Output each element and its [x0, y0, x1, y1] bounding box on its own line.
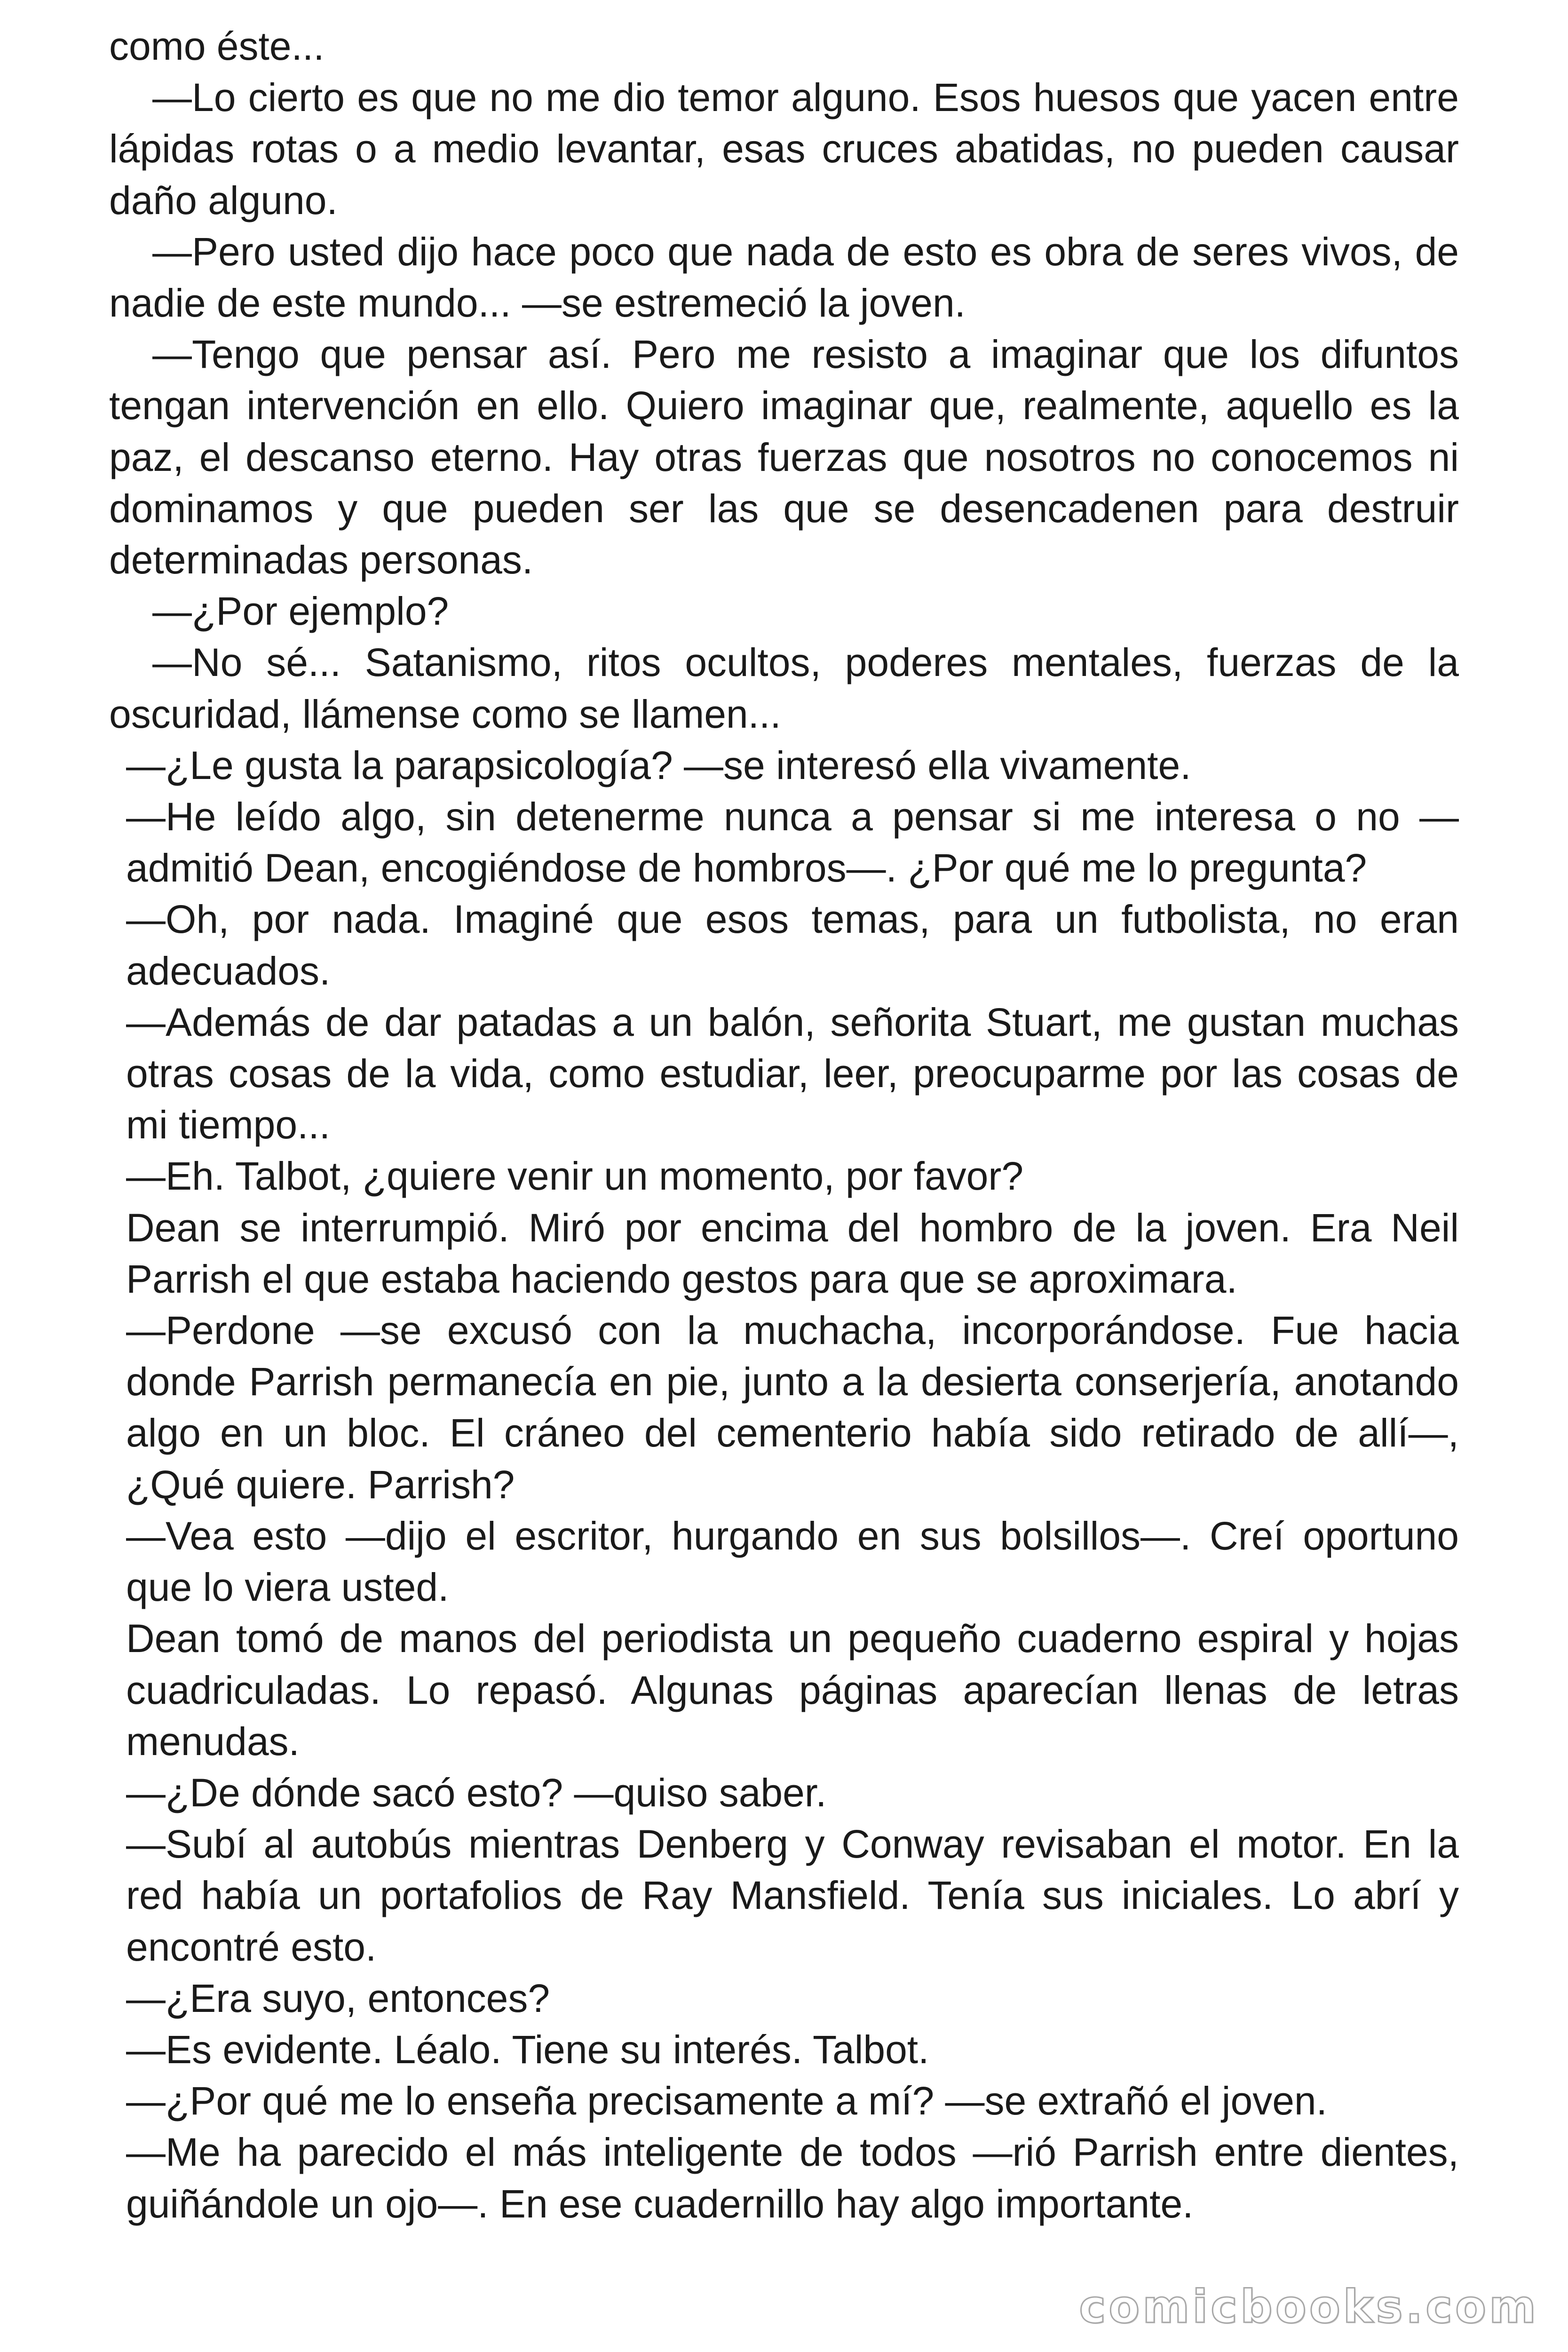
paragraph: —Es evidente. Léalo. Tiene su interés. Talbot. [126, 2027, 929, 2072]
paragraph: —Vea esto —dijo el escritor, hurgando en sus bolsillos—. Creí oportuno que lo viera usted. [126, 1513, 1459, 1610]
paragraph: —Lo cierto es que no me dio temor alguno. Esos huesos que yacen entre lápidas rotas o a medio levantar, esas cruces abatidas, no pueden causar daño alguno. [109, 75, 1459, 222]
body-text [109, 21, 1459, 2230]
paragraph: —No sé... Satanismo, ritos ocultos, poderes mentales, fuerzas de la oscuridad, llámense como se llamen... [109, 640, 1459, 736]
paragraph: —Eh. Talbot, ¿quiere venir un momento, por favor? [126, 1154, 1024, 1199]
paragraph: —Subí al autobús mientras Denberg y Conway revisaban el motor. En la red había un portafolios de Ray Mansfield. Tenía sus iniciales. Lo abrí y encontré esto. [126, 1822, 1459, 1969]
paragraph: —Me ha parecido el más inteligente de todos —rió Parrish entre dientes, guiñándole un ojo—. En ese cuadernillo hay algo importante. [126, 2130, 1459, 2226]
paragraph: —Perdone —se excusó con la muchacha, incorporándose. Fue hacia donde Parrish permanecía en pie, junto a la desierta conserjería, anotando algo en un bloc. El cráneo del cementerio había sido retirado de allí—, ¿Qué quiere. Parrish? [126, 1308, 1459, 1507]
paragraph: Dean se interrumpió. Miró por encima del hombro de la joven. Era Neil Parrish el que estaba haciendo gestos para que se aproximara. [126, 1205, 1459, 1301]
paragraph: —Oh, por nada. Imaginé que esos temas, para un futbolista, no eran adecuados. [126, 897, 1459, 993]
paragraph: —¿Era suyo, entonces? [126, 1976, 550, 2020]
paragraph: —¿Le gusta la parapsicología? —se interesó ella vivamente. [126, 743, 1191, 787]
watermark: comicbooks.com [1079, 2280, 1539, 2333]
paragraph: —He leído algo, sin detenerme nunca a pensar si me interesa o no —admitió Dean, encogiéndose de hombros—. ¿Por qué me lo pregunta? [126, 795, 1459, 890]
paragraph: —¿De dónde sacó esto? —quiso saber. [126, 1770, 827, 1815]
paragraph: —Pero usted dijo hace poco que nada de esto es obra de seres vivos, de nadie de este mundo... —se estremeció la joven. [109, 229, 1459, 326]
paragraph: —Tengo que pensar así. Pero me resisto a imaginar que los difuntos tengan intervención en ello. Quiero imaginar que, realmente, aquello es la paz, el descanso eterno. Hay otras fuerzas que nosotros no conocemos ni dominamos y que pueden ser las que se desencadenen para destruir determinadas personas. [109, 332, 1459, 582]
paragraph: —¿Por qué me lo enseña precisamente a mí? —se extrañó el joven. [126, 2079, 1327, 2123]
paragraph: como éste... [109, 24, 325, 68]
paragraph: —Además de dar patadas a un balón, señorita Stuart, me gustan muchas otras cosas de la vida, como estudiar, leer, preocuparme por las cosas de mi tiempo... [126, 1000, 1459, 1147]
paragraph: —¿Por ejemplo? [152, 589, 449, 634]
paragraph: Dean tomó de manos del periodista un pequeño cuaderno espiral y hojas cuadriculadas. Lo repasó. Algunas páginas aparecían llenas de letras menudas. [126, 1616, 1459, 1764]
